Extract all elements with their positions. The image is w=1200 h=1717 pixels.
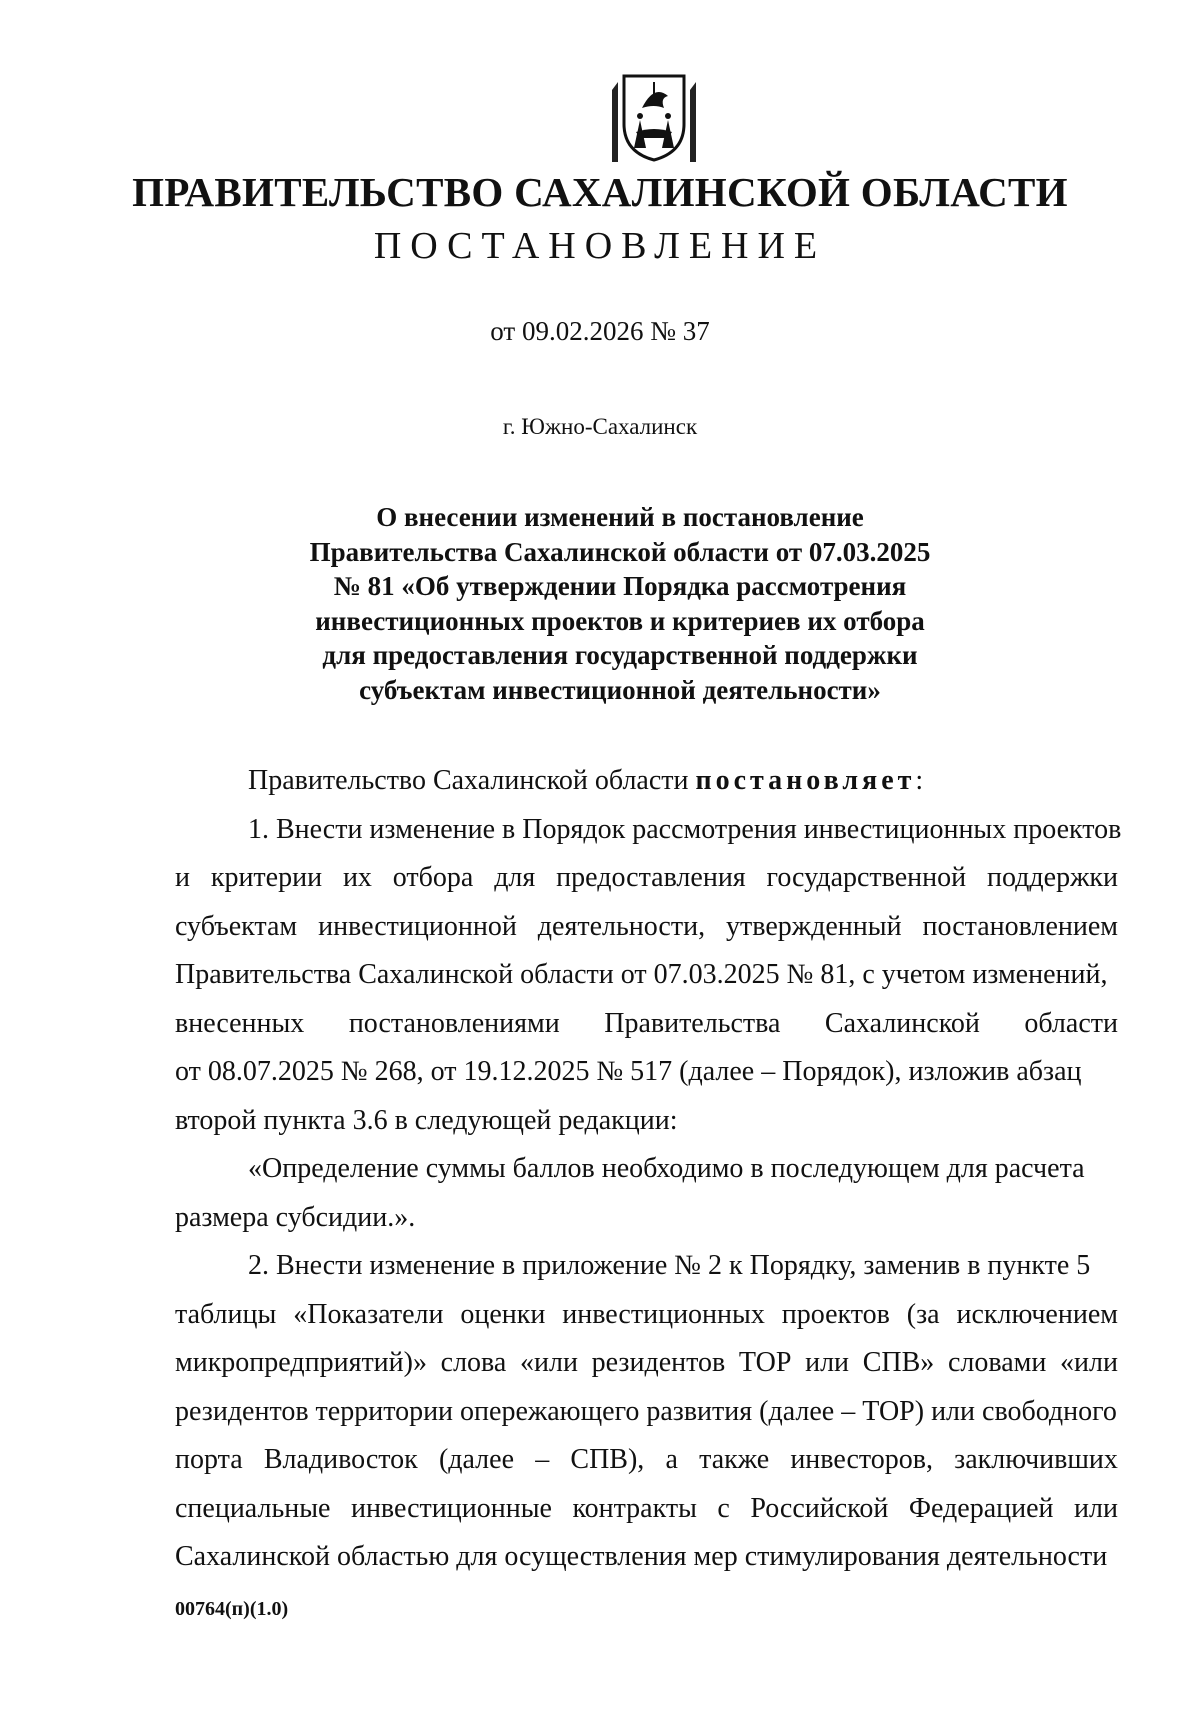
paragraph-1-line: от 08.07.2025 № 268, от 19.12.2025 № 517 (далее – Порядок), изложив абзац <box>175 1056 1082 1087</box>
paragraph-1-line: Правительства Сахалинской области от 07.03.2025 № 81, с учетом изменений, <box>175 959 1108 990</box>
paragraph-2-line: 2. Внести изменение в приложение № 2 к Порядку, заменив в пункте 5 <box>248 1250 1091 1281</box>
paragraph-2-line: Сахалинской областью для осуществления мер стимулирования деятельности <box>175 1541 1108 1572</box>
paragraph-2-line: резидентов территории опережающего развития (далее – ТОР) или свободного <box>175 1395 1117 1427</box>
paragraph-2-line: порта Владивосток (далее – СПВ), а также инвесторов, заключивших <box>175 1444 1118 1475</box>
preamble <box>175 757 1118 806</box>
paragraph-1-line <box>175 806 1122 855</box>
preamble-keyword: постановляет <box>695 765 916 796</box>
subject-line: инвестиционных проектов и критериев их отбора <box>315 605 925 636</box>
paragraph-2-line: таблицы «Показатели оценки инвестиционных проектов (за исключением <box>175 1298 1118 1330</box>
form-code: 00764(п)(1.0) <box>175 1598 289 1620</box>
preamble-colon: : <box>915 765 924 796</box>
preamble-text: Правительство Сахалинской области <box>248 765 689 796</box>
subject-line: Правительства Сахалинской области от 07.03.2025 <box>309 536 931 567</box>
subject-line: для предоставления государственной поддержки <box>322 640 918 670</box>
document-subject <box>280 500 960 707</box>
document-place: г. Южно-Сахалинск <box>502 414 698 439</box>
document-date-number: от 09.02.2026 № 37 <box>490 316 710 346</box>
subject-line: субъектам инвестиционной деятельности» <box>359 674 881 705</box>
paragraph-1-text: 1. Внести изменение в Порядок рассмотрения инвестиционных проектов <box>248 813 1122 845</box>
document-type: ПОСТАНОВЛЕНИЕ <box>373 225 827 267</box>
document-body <box>175 757 1122 1582</box>
quote-line: «Определение суммы баллов необходимо в последующем для расчета <box>248 1153 1085 1184</box>
subject-line: О внесении изменений в постановление <box>376 502 864 532</box>
government-title: ПРАВИТЕЛЬСТВО САХАЛИНСКОЙ ОБЛАСТИ <box>132 169 1068 215</box>
paragraph-1-line: субъектам инвестиционной деятельности, утвержденный постановлением <box>175 910 1118 942</box>
sakhalin-coat-of-arms-icon <box>606 62 702 164</box>
subject-line: № 81 «Об утверждении Порядка рассмотрения <box>333 571 907 601</box>
quote-line: размера субсидии.». <box>175 1201 416 1233</box>
paragraph-1-line: и критерии их отбора для предоставления государственной поддержки <box>175 862 1118 893</box>
paragraph-2-line: микропредприятий)» слова «или резидентов ТОР или СПВ» словами «или <box>175 1347 1118 1378</box>
paragraph-1-line: второй пункта 3.6 в следующей редакции: <box>175 1104 678 1136</box>
paragraph-2-line: специальные инвестиционные контракты с Российской Федерацией или <box>175 1492 1118 1524</box>
paragraph-1-line: внесенных постановлениями Правительства Сахалинской области <box>175 1007 1118 1039</box>
